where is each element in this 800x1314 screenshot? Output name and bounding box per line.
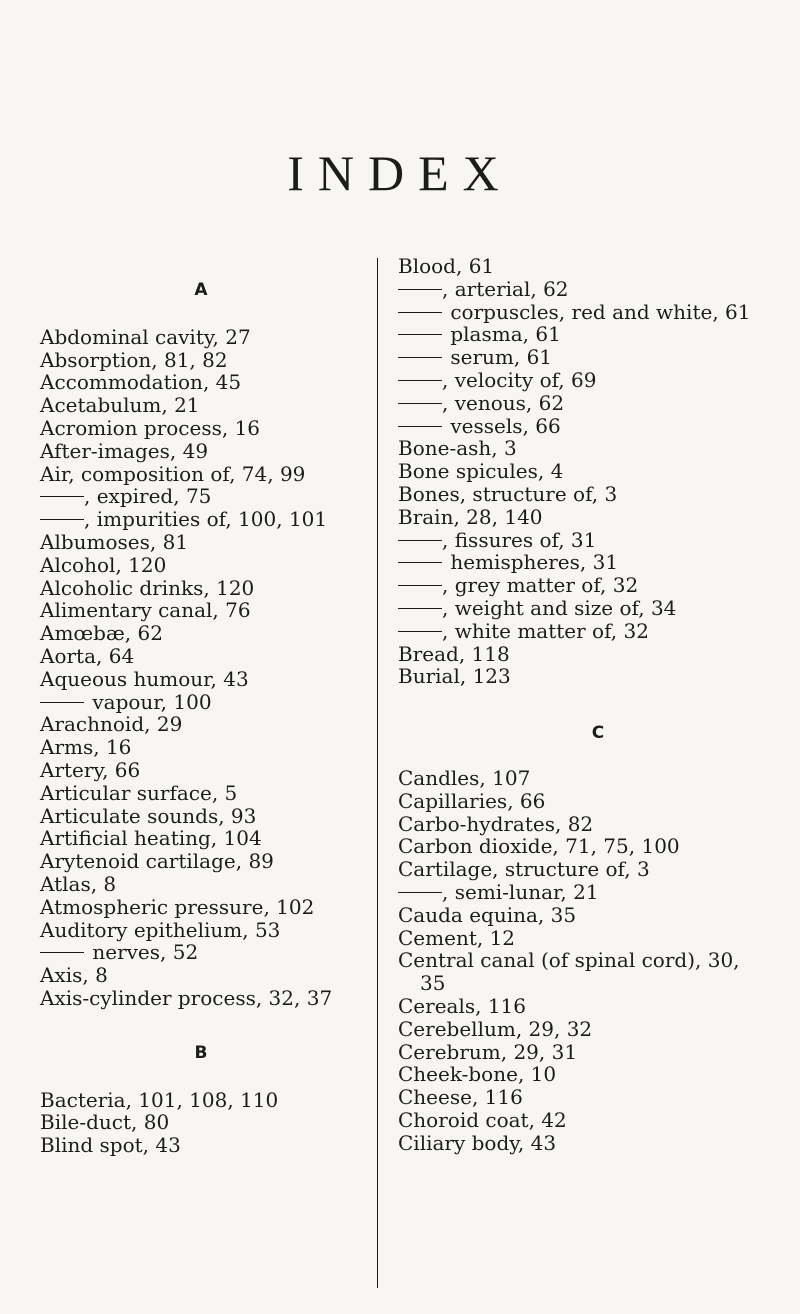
- ditto-dash: [398, 608, 442, 609]
- index-subentry: serum, 61: [398, 346, 798, 369]
- ditto-dash: [398, 357, 442, 358]
- index-entry: Alcoholic drinks, 120: [40, 575, 255, 600]
- index-entry: Bone spicules, 4: [398, 459, 564, 484]
- index-entry: Arachnoid, 29: [40, 712, 183, 737]
- index-entry: Acromion process, 16: [40, 415, 261, 440]
- index-subentry: , impurities of, 100, 101: [40, 508, 362, 531]
- index-entry: Blood, 61: [398, 254, 495, 278]
- index-entry: Atmospheric pressure, 102: [40, 894, 315, 919]
- index-entry: Cheese, 116: [398, 1085, 523, 1110]
- index-entry: Artery, 66: [40, 757, 141, 782]
- ditto-dash: [398, 403, 442, 404]
- index-entry: Cartilage, structure of, 3: [398, 857, 650, 882]
- column-divider: [377, 258, 378, 1288]
- index-entry: Bone-ash, 3: [398, 436, 517, 461]
- index-subentry: , weight and size of, 34: [398, 597, 798, 620]
- ditto-dash: [40, 519, 84, 520]
- ditto-dash: [398, 426, 442, 427]
- section-letter-b: B: [194, 1042, 208, 1063]
- index-subentry: , white matter of, 32: [398, 620, 798, 643]
- index-subentry: plasma, 61: [398, 323, 798, 346]
- index-subentry: , velocity of, 69: [398, 369, 798, 392]
- index-subentry: , grey matter of, 32: [398, 574, 798, 597]
- index-entry: Auditory epithelium, 53: [40, 917, 281, 942]
- index-entry: Air, composition of, 74, 99: [40, 461, 306, 486]
- index-entry: Axis-cylinder process, 32, 37: [40, 985, 333, 1010]
- index-subentry: , fissures of, 31: [398, 529, 798, 552]
- ditto-dash: [398, 380, 442, 381]
- index-entry: Burial, 123: [398, 664, 511, 689]
- index-subentry: vessels, 66: [398, 415, 798, 438]
- index-entry: Alimentary canal, 76: [40, 598, 251, 623]
- index-subentry: corpuscles, red and white, 61: [398, 301, 798, 324]
- index-entry: Cauda equina, 35: [398, 902, 577, 927]
- index-entry: Carbo-hydrates, 82: [398, 811, 594, 836]
- index-entry: Axis, 8: [40, 963, 108, 988]
- index-subentry: , expired, 75: [40, 485, 362, 508]
- index-entry: Bile-duct, 80: [40, 1110, 170, 1135]
- index-entry: Abdominal cavity, 27: [40, 324, 251, 349]
- index-entry: Acetabulum, 21: [40, 393, 200, 418]
- index-column-left: [40, 255, 362, 1157]
- index-entry: Cement, 12: [398, 925, 516, 950]
- index-subentry: , semi-lunar, 21: [398, 881, 798, 904]
- ditto-dash: [398, 540, 442, 541]
- ditto-dash: [398, 289, 442, 290]
- index-entry: Albumoses, 81: [40, 529, 189, 554]
- ditto-dash: [40, 952, 84, 953]
- ditto-dash: [398, 562, 442, 563]
- index-entry: Carbon dioxide, 71, 75, 100: [398, 834, 680, 859]
- index-entry: Blind spot, 43: [40, 1133, 181, 1158]
- index-entry: Bread, 118: [398, 641, 510, 666]
- index-entry: Aqueous humour, 43: [40, 666, 249, 691]
- index-entry: Bacteria, 101, 108, 110: [40, 1087, 279, 1112]
- ditto-dash: [40, 496, 84, 497]
- index-entry: Bones, structure of, 3: [398, 481, 618, 506]
- ditto-dash: [398, 334, 442, 335]
- section-letter-a: A: [194, 280, 208, 300]
- page-title: INDEX: [287, 145, 513, 201]
- index-entry: Cerebrum, 29, 31: [398, 1039, 578, 1064]
- index-subentry: vapour, 100: [40, 691, 362, 714]
- index-entry: After-images, 49: [40, 438, 209, 463]
- index-entry: Arms, 16: [40, 735, 132, 760]
- ditto-dash: [398, 312, 442, 313]
- ditto-dash: [40, 702, 84, 703]
- index-entry: Cereals, 116: [398, 993, 527, 1018]
- ditto-dash: [398, 892, 442, 893]
- index-entry: Central canal (of spinal cord), 30,: [398, 948, 740, 973]
- index-entry: Alcohol, 120: [40, 552, 167, 577]
- index-entry: Brain, 28, 140: [398, 504, 543, 529]
- index-column-right: [398, 255, 798, 1154]
- index-entry: Articulate sounds, 93: [40, 803, 257, 828]
- index-subentry: , arterial, 62: [398, 278, 798, 301]
- index-subentry: hemispheres, 31: [398, 551, 798, 574]
- index-entry: Absorption, 81, 82: [40, 347, 228, 372]
- index-entry: Atlas, 8: [40, 871, 117, 896]
- section-letter-c: C: [591, 723, 605, 744]
- index-entry-continuation: 35: [420, 971, 446, 996]
- ditto-dash: [398, 631, 442, 632]
- index-entry: Arytenoid cartilage, 89: [40, 849, 274, 874]
- ditto-dash: [398, 585, 442, 586]
- index-entry: Amœbæ, 62: [40, 621, 163, 646]
- index-entry: Capillaries, 66: [398, 788, 546, 813]
- index-subentry: , venous, 62: [398, 392, 798, 415]
- index-entry: Candles, 107: [398, 765, 531, 790]
- index-entry: Articular surface, 5: [40, 780, 238, 805]
- index-entry: Artificial heating, 104: [40, 826, 262, 851]
- index-entry: Ciliary body, 43: [398, 1130, 557, 1155]
- index-entry: Cheek-bone, 10: [398, 1062, 557, 1087]
- index-entry: Accommodation, 45: [40, 370, 242, 395]
- index-subentry: nerves, 52: [40, 941, 362, 964]
- index-entry: Choroid coat, 42: [398, 1107, 567, 1132]
- index-entry: Aorta, 64: [40, 643, 135, 668]
- index-entry: Cerebellum, 29, 32: [398, 1016, 593, 1041]
